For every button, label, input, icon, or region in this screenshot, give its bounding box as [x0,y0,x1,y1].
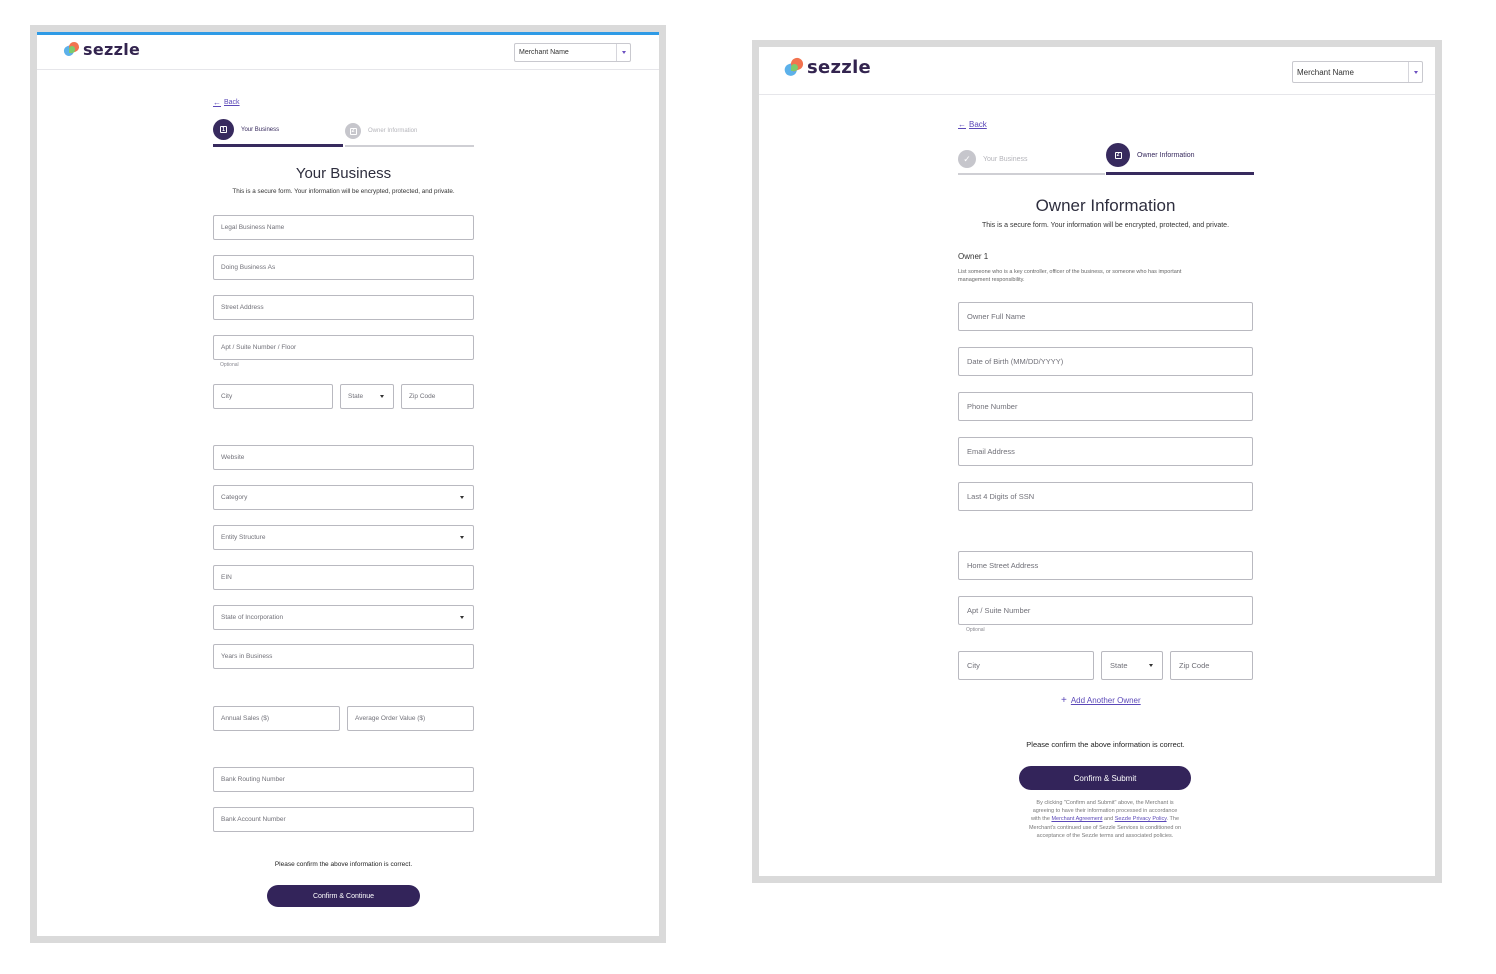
add-owner-label: Add Another Owner [1070,696,1141,705]
step-label: Your Business [983,155,1028,163]
ein-input[interactable]: EIN [213,565,474,590]
email-address-input[interactable]: Email Address [958,437,1253,466]
sezzle-logo[interactable] [64,40,140,59]
step-2-bar [345,145,474,147]
caret-down-icon [460,496,464,499]
step-owner-information [1106,143,1195,167]
sezzle-logo-icon [64,42,80,58]
doing-business-as-input[interactable]: Doing Business As [213,255,474,280]
owner-full-name-input[interactable]: Owner Full Name [958,302,1253,331]
confirm-text: Please confirm the above information is correct. [1026,740,1185,749]
ssn-last4-input[interactable]: Last 4 Digits of SSN [958,482,1253,511]
city-input[interactable]: City [213,384,333,409]
years-in-business-input[interactable]: Years in Business [213,644,474,669]
state-select[interactable]: State [1101,651,1163,680]
arrow-left-icon: ← [213,98,221,107]
step-1-bar [213,144,343,147]
bank-routing-number-input[interactable]: Bank Routing Number [213,767,474,792]
step-1-bar [958,173,1105,175]
caret-down-icon [380,395,384,398]
plus-icon: + [1061,695,1067,706]
page-subtitle: This is a secure form. Your information will be encrypted, protected, and private. [232,188,455,195]
website-input[interactable]: Website [213,445,474,470]
apt-suite-input[interactable]: Apt / Suite Number / Floor [213,335,474,360]
legal-disclaimer: By clicking "Confirm and Submit" above, the Merchant is agreeing to have their information processed in accordance with the Merchant Agreement and Sezzle Privacy Policy. The Merchant's continued use of Sezzle Services is conditioned on acceptance of the Sezzle terms and associated policies. [1028,800,1182,839]
page-subtitle: This is a secure form. Your information will be encrypted, protected, and private. [981,222,1230,229]
confirm-continue-button[interactable]: Confirm & Continue [267,885,420,907]
caret-down-icon [460,536,464,539]
optional-hint: Optional [220,362,239,368]
check-icon: ✓ [958,150,976,168]
zip-code-input[interactable]: Zip Code [1170,651,1253,680]
caret-down-icon [460,616,464,619]
step-2-icon: 2 [1106,143,1130,167]
home-street-address-input[interactable]: Home Street Address [958,551,1253,580]
page-title: Your Business [295,165,392,182]
chevron-down-icon [616,44,630,61]
annual-sales-input[interactable]: Annual Sales ($) [213,706,340,731]
merchant-select[interactable] [514,43,631,62]
owner-information-screen [752,40,1442,883]
back-label: Back [969,120,987,129]
merchant-select-value: Merchant Name [519,49,569,56]
date-of-birth-input[interactable]: Date of Birth (MM/DD/YYYY) [958,347,1253,376]
merchant-agreement-link[interactable]: Merchant Agreement [1051,816,1103,823]
step-your-business [958,150,1028,168]
confirm-text: Please confirm the above information is correct. [274,861,413,868]
apt-suite-input[interactable]: Apt / Suite Number [958,596,1253,625]
step-your-business [213,119,279,140]
state-of-incorporation-select[interactable]: State of Incorporation [213,605,474,630]
phone-number-input[interactable]: Phone Number [958,392,1253,421]
chevron-down-icon [1408,62,1422,82]
legal-business-name-input[interactable]: Legal Business Name [213,215,474,240]
step-label: Owner Information [1137,151,1195,159]
top-bar [759,47,1435,95]
logo-text: sezzle [83,40,141,59]
sezzle-logo-icon [785,58,804,77]
merchant-select-value: Merchant Name [1297,67,1354,77]
add-another-owner-link[interactable] [1061,695,1141,706]
average-order-value-input[interactable]: Average Order Value ($) [347,706,474,731]
step-label: Owner Information [368,128,418,134]
page-title: Owner Information [1035,196,1176,215]
arrow-left-icon: ← [958,120,966,129]
caret-down-icon [1149,664,1153,667]
owner-heading: Owner 1 [958,252,989,261]
merchant-select[interactable] [1292,61,1423,83]
logo-text: sezzle [807,57,872,78]
back-link[interactable] [213,98,240,107]
street-address-input[interactable]: Street Address [213,295,474,320]
step-owner-information [345,123,417,139]
top-bar [37,32,659,70]
bank-account-number-input[interactable]: Bank Account Number [213,807,474,832]
state-select[interactable]: State [340,384,394,409]
back-link[interactable] [958,120,987,129]
step-2-icon: 2 [345,123,361,139]
step-label: Your Business [241,126,280,133]
city-input[interactable]: City [958,651,1094,680]
privacy-policy-link[interactable]: Sezzle Privacy Policy [1114,816,1167,823]
optional-hint: Optional [966,627,985,633]
step-1-icon: 1 [213,119,234,140]
confirm-submit-button[interactable]: Confirm & Submit [1019,766,1191,790]
step-2-bar [1106,172,1254,175]
entity-structure-select[interactable]: Entity Structure [213,525,474,550]
sezzle-logo[interactable] [785,57,871,78]
zip-code-input[interactable]: Zip Code [401,384,474,409]
back-label: Back [224,99,240,106]
category-select[interactable]: Category [213,485,474,510]
owner-description: List someone who is a key controller, officer of the business, or someone who has important management responsibility. [958,269,1182,283]
your-business-screen [30,25,666,943]
